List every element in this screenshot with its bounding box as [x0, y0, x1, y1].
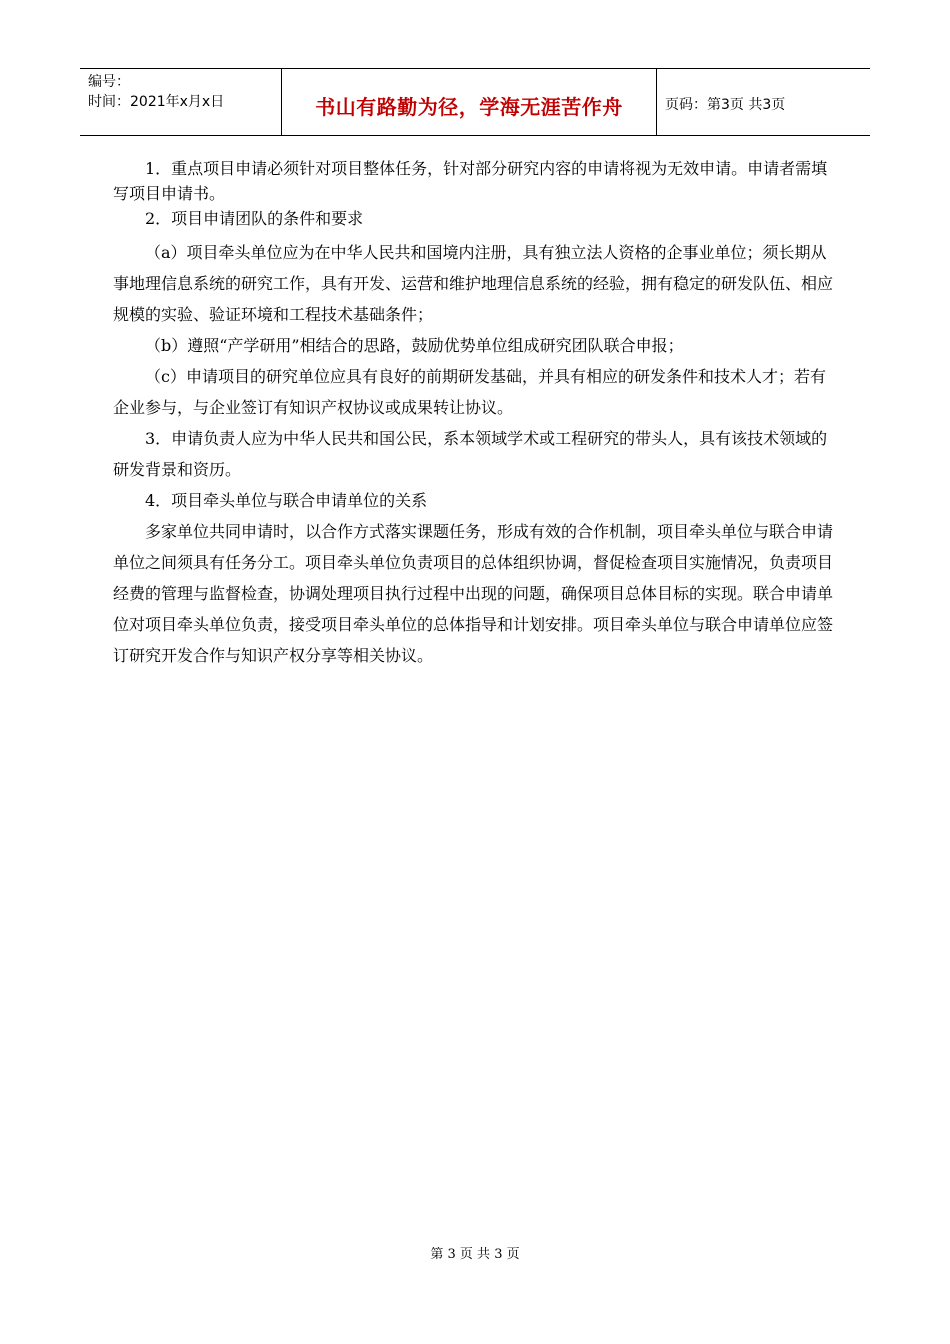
- paragraph-condition-a: （a）项目牵头单位应为在中华人民共和国境内注册，具有独立法人资格的企事业单位；须长期从事地理信息系统的研究工作，具有开发、运营和维护地理信息系统的经验，拥有稳定的研发队伍、相应规模的实验、验证环境和工程技术基础条件；: [113, 243, 834, 324]
- header-page-cell: [657, 69, 870, 135]
- paragraph-condition-c: （c）申请项目的研究单位应具有良好的前期研发基础，并具有相应的研发条件和技术人才；若有企业参与，与企业签订有知识产权协议或成果转让协议。: [113, 367, 826, 417]
- document-number-label: 编号：: [88, 74, 130, 90]
- paragraph-requirement-1: 1．重点项目申请必须针对项目整体任务，针对部分研究内容的申请将视为无效申请。申请者需填写项目申请书。: [113, 159, 828, 203]
- page-header: [80, 68, 870, 136]
- header-meta: [80, 69, 282, 135]
- page-footer: [0, 1243, 950, 1262]
- paragraph-requirement-4-heading: 4．项目牵头单位与联合申请单位的关系: [145, 491, 428, 510]
- document-date-label: 时间：2021年x月x日: [88, 94, 225, 110]
- header-page-label: 页码：第3页 共3页: [665, 97, 786, 113]
- document-body: [113, 156, 841, 671]
- paragraph-requirement-3: 3．申请负责人应为中华人民共和国公民，系本领域学术或工程研究的带头人，具有该技术领域的研发背景和资历。: [113, 429, 828, 479]
- paragraph-condition-b: （b）遵照“产学研用”相结合的思路，鼓励优势单位组成研究团队联合申报；: [145, 336, 684, 355]
- paragraph-requirement-2-heading: 2．项目申请团队的条件和要求: [145, 209, 364, 228]
- header-motto-cell: [282, 69, 657, 135]
- footer-page-indicator: 第 3 页 共 3 页: [430, 1247, 520, 1262]
- paragraph-relationship: 多家单位共同申请时，以合作方式落实课题任务，形成有效的合作机制，项目牵头单位与联合申请单位之间须具有任务分工。项目牵头单位负责项目的总体组织协调，督促检查项目实施情况，负责项目经费的管理与监督检查，协调处理项目执行过程中出现的问题，确保项目总体目标的实现。联合申请单位对项目牵头单位负责，接受项目牵头单位的总体指导和计划安排。项目牵头单位与联合申请单位应签订研究开发合作与知识产权分享等相关协议。: [113, 522, 834, 665]
- header-motto: 书山有路勤为径，学海无涯苦作舟: [315, 94, 623, 119]
